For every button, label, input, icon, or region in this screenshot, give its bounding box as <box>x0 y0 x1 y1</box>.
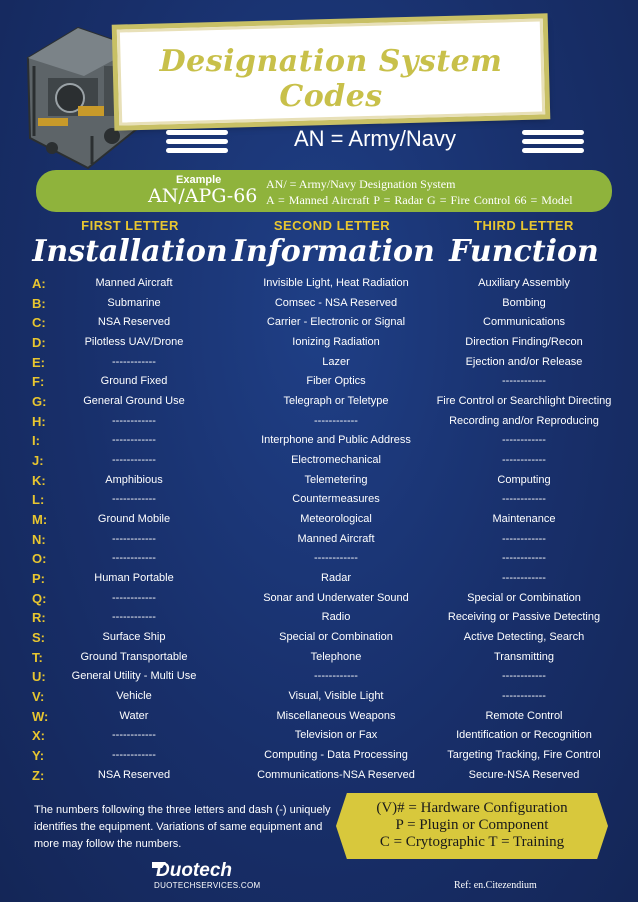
row-function: Transmitting <box>493 650 555 663</box>
row-information: Radio <box>321 611 351 624</box>
table-row <box>0 431 638 451</box>
row-function: ------------ <box>502 434 546 447</box>
example-line-2: A = Manned Aircraft P = Radar G = Fire Control 66 = Model <box>266 193 573 207</box>
row-letter: V: <box>32 689 45 705</box>
row-information: Meteorological <box>300 513 372 526</box>
row-information: Invisible Light, Heat Radiation <box>263 277 409 289</box>
decorative-bars-right <box>522 130 584 157</box>
row-information: Visual, Visible Light <box>288 690 384 703</box>
row-function: Communications <box>483 316 565 329</box>
row-function: ------------ <box>502 454 546 467</box>
row-information: Countermeasures <box>292 493 380 506</box>
table-row <box>0 628 638 648</box>
row-function: Direction Finding/Recon <box>465 336 583 349</box>
row-function: Bombing <box>502 296 546 309</box>
row-function: Fire Control or Searchlight Directing <box>436 395 612 408</box>
table-row <box>0 451 638 471</box>
row-letter: F: <box>32 374 45 390</box>
row-installation: Pilotless UAV/Drone <box>84 336 184 349</box>
row-information: Interphone and Public Address <box>261 434 411 447</box>
logo-url: DUOTECHSERVICES.COM <box>154 881 261 890</box>
page-title: Designation System Codes <box>159 44 503 114</box>
column-title-function: Function <box>449 234 599 269</box>
row-function: ------------ <box>502 532 546 545</box>
logo-text: Duotech <box>156 860 232 881</box>
row-letter: Y: <box>32 748 45 764</box>
row-letter: M: <box>32 512 48 528</box>
row-letter: A: <box>32 276 46 291</box>
row-function: ------------ <box>502 670 546 683</box>
row-function: Recording and/or Reproducing <box>449 414 599 427</box>
column-title-information: Information <box>232 234 435 269</box>
column-heading-third: THIRD LETTER <box>474 218 574 233</box>
row-information: ------------ <box>314 670 358 683</box>
example-label: Example <box>176 174 222 186</box>
row-installation: ------------ <box>112 454 156 467</box>
row-letter: P: <box>32 571 45 587</box>
row-installation: ------------ <box>112 552 156 565</box>
row-information: ------------ <box>314 414 358 427</box>
row-function: Remote Control <box>485 709 563 722</box>
row-letter: T: <box>32 649 43 665</box>
row-installation: NSA Reserved <box>97 768 171 781</box>
row-letter: Q: <box>32 590 47 606</box>
table-row <box>0 569 638 589</box>
table-row <box>0 726 638 746</box>
row-letter: S: <box>32 630 45 646</box>
row-installation: General Utility - Multi Use <box>71 670 197 683</box>
row-function: Secure-NSA Reserved <box>468 768 580 781</box>
row-information: Telephone <box>310 650 362 663</box>
row-information: Special or Combination <box>279 631 393 644</box>
row-information: Carrier - Electronic or Signal <box>266 316 406 329</box>
table-row <box>0 490 638 510</box>
row-function: Targeting Tracking, Fire Control <box>447 749 601 762</box>
row-function: ------------ <box>502 493 546 506</box>
table-row <box>0 510 638 530</box>
example-code: AN/APG-66 <box>148 185 258 207</box>
column-title-installation: Installation <box>32 234 228 269</box>
row-installation: Water <box>119 709 149 722</box>
row-letter: U: <box>32 669 46 685</box>
row-function: ------------ <box>502 572 546 585</box>
row-letter: E: <box>32 354 45 370</box>
row-installation: Amphibious <box>105 473 163 486</box>
column-heading-second: SECOND LETTER <box>273 218 391 233</box>
row-information: Telegraph or Teletype <box>283 395 389 408</box>
table-row <box>0 530 638 550</box>
row-letter: G: <box>32 394 47 410</box>
row-letter: C: <box>32 315 46 331</box>
row-function: Receiving or Passive Detecting <box>447 611 601 624</box>
table-row <box>0 746 638 766</box>
row-information: Telemetering <box>304 473 368 486</box>
row-installation: Ground Transportable <box>80 650 188 663</box>
row-information: Manned Aircraft <box>297 532 375 545</box>
table-row <box>0 294 638 314</box>
row-letter: R: <box>32 610 46 626</box>
row-letter: I: <box>32 433 40 449</box>
row-function: Identification or Recognition <box>456 729 592 742</box>
row-letter: K: <box>32 472 46 488</box>
row-installation: ------------ <box>112 532 156 545</box>
row-installation: ------------ <box>112 749 156 762</box>
table-row <box>0 687 638 707</box>
row-information: Electromechanical <box>291 454 381 467</box>
subtitle-row <box>166 124 586 160</box>
row-letter: O: <box>32 551 47 567</box>
row-function: ------------ <box>502 552 546 565</box>
table-row <box>0 589 638 609</box>
table-row <box>0 471 638 491</box>
row-information: Radar <box>321 572 351 585</box>
row-installation: Submarine <box>107 296 161 309</box>
example-line-1: AN/ = Army/Navy Designation System <box>266 177 456 191</box>
table-row <box>0 353 638 373</box>
table-row <box>0 549 638 569</box>
row-function: Active Detecting, Search <box>463 631 585 644</box>
row-installation: Vehicle <box>116 690 152 703</box>
row-letter: X: <box>32 728 45 744</box>
table-row <box>0 766 638 786</box>
column-heading-first: FIRST LETTER <box>81 218 179 233</box>
row-letter: D: <box>32 335 46 351</box>
row-information: Communications-NSA Reserved <box>257 768 415 781</box>
row-installation: ------------ <box>112 434 156 447</box>
config-line-2: P = Plugin or Component <box>395 817 549 833</box>
row-information: Lazer <box>322 355 350 368</box>
row-function: Special or Combination <box>467 591 581 604</box>
row-letter: B: <box>32 295 46 311</box>
table-row <box>0 608 638 628</box>
row-function: Computing <box>497 473 551 486</box>
row-letter: J: <box>32 453 44 469</box>
row-function: Ejection and/or Release <box>465 355 583 368</box>
row-letter: W: <box>32 708 49 724</box>
table-row <box>0 372 638 392</box>
row-installation: Manned Aircraft <box>95 277 173 289</box>
row-letter: L: <box>32 492 45 508</box>
row-installation: General Ground Use <box>83 395 185 408</box>
decorative-bars-left <box>166 130 228 157</box>
config-line-1: (V)# = Hardware Configuration <box>376 800 568 816</box>
config-text <box>336 800 608 851</box>
row-information: Ionizing Radiation <box>292 336 380 349</box>
row-installation: Ground Fixed <box>100 375 168 388</box>
row-information: Computing - Data Processing <box>264 749 408 762</box>
row-installation: NSA Reserved <box>97 316 171 329</box>
row-installation: Ground Mobile <box>97 513 171 526</box>
table-row <box>0 412 638 432</box>
code-table <box>0 274 638 785</box>
table-row <box>0 313 638 333</box>
row-information: Sonar and Underwater Sound <box>263 591 409 604</box>
row-function: Auxiliary Assembly <box>478 277 570 289</box>
row-installation: ------------ <box>112 591 156 604</box>
table-row <box>0 333 638 353</box>
row-installation: ------------ <box>112 493 156 506</box>
table-row <box>0 707 638 727</box>
table-row <box>0 648 638 668</box>
config-line-3: C = Crytographic T = Training <box>379 834 565 850</box>
table-row <box>0 274 638 294</box>
footer-note: The numbers following the three letters and dash (-) uniquely identifies the equipment. Variations of same equipment and more may follow the numbers. <box>34 804 331 850</box>
row-function: Maintenance <box>492 513 556 526</box>
reference-text: Ref: en.Citezendium <box>454 880 537 891</box>
table-row <box>0 667 638 687</box>
row-installation: Surface Ship <box>102 631 166 644</box>
row-information: Miscellaneous Weapons <box>276 709 396 722</box>
page-subtitle: AN = Army/Navy <box>294 126 456 151</box>
row-installation: ------------ <box>112 414 156 427</box>
row-letter: Z: <box>32 767 45 783</box>
row-information: Fiber Optics <box>306 375 366 388</box>
row-information: ------------ <box>314 552 358 565</box>
table-row <box>0 392 638 412</box>
row-information: Television or Fax <box>294 729 378 742</box>
row-letter: H: <box>32 413 46 429</box>
row-function: ------------ <box>502 375 546 388</box>
row-installation: Human Portable <box>94 572 174 585</box>
row-installation: ------------ <box>112 355 156 368</box>
row-installation: ------------ <box>112 729 156 742</box>
row-installation: ------------ <box>112 611 156 624</box>
row-function: ------------ <box>502 690 546 703</box>
row-information: Comsec - NSA Reserved <box>274 296 398 309</box>
row-letter: N: <box>32 531 46 547</box>
